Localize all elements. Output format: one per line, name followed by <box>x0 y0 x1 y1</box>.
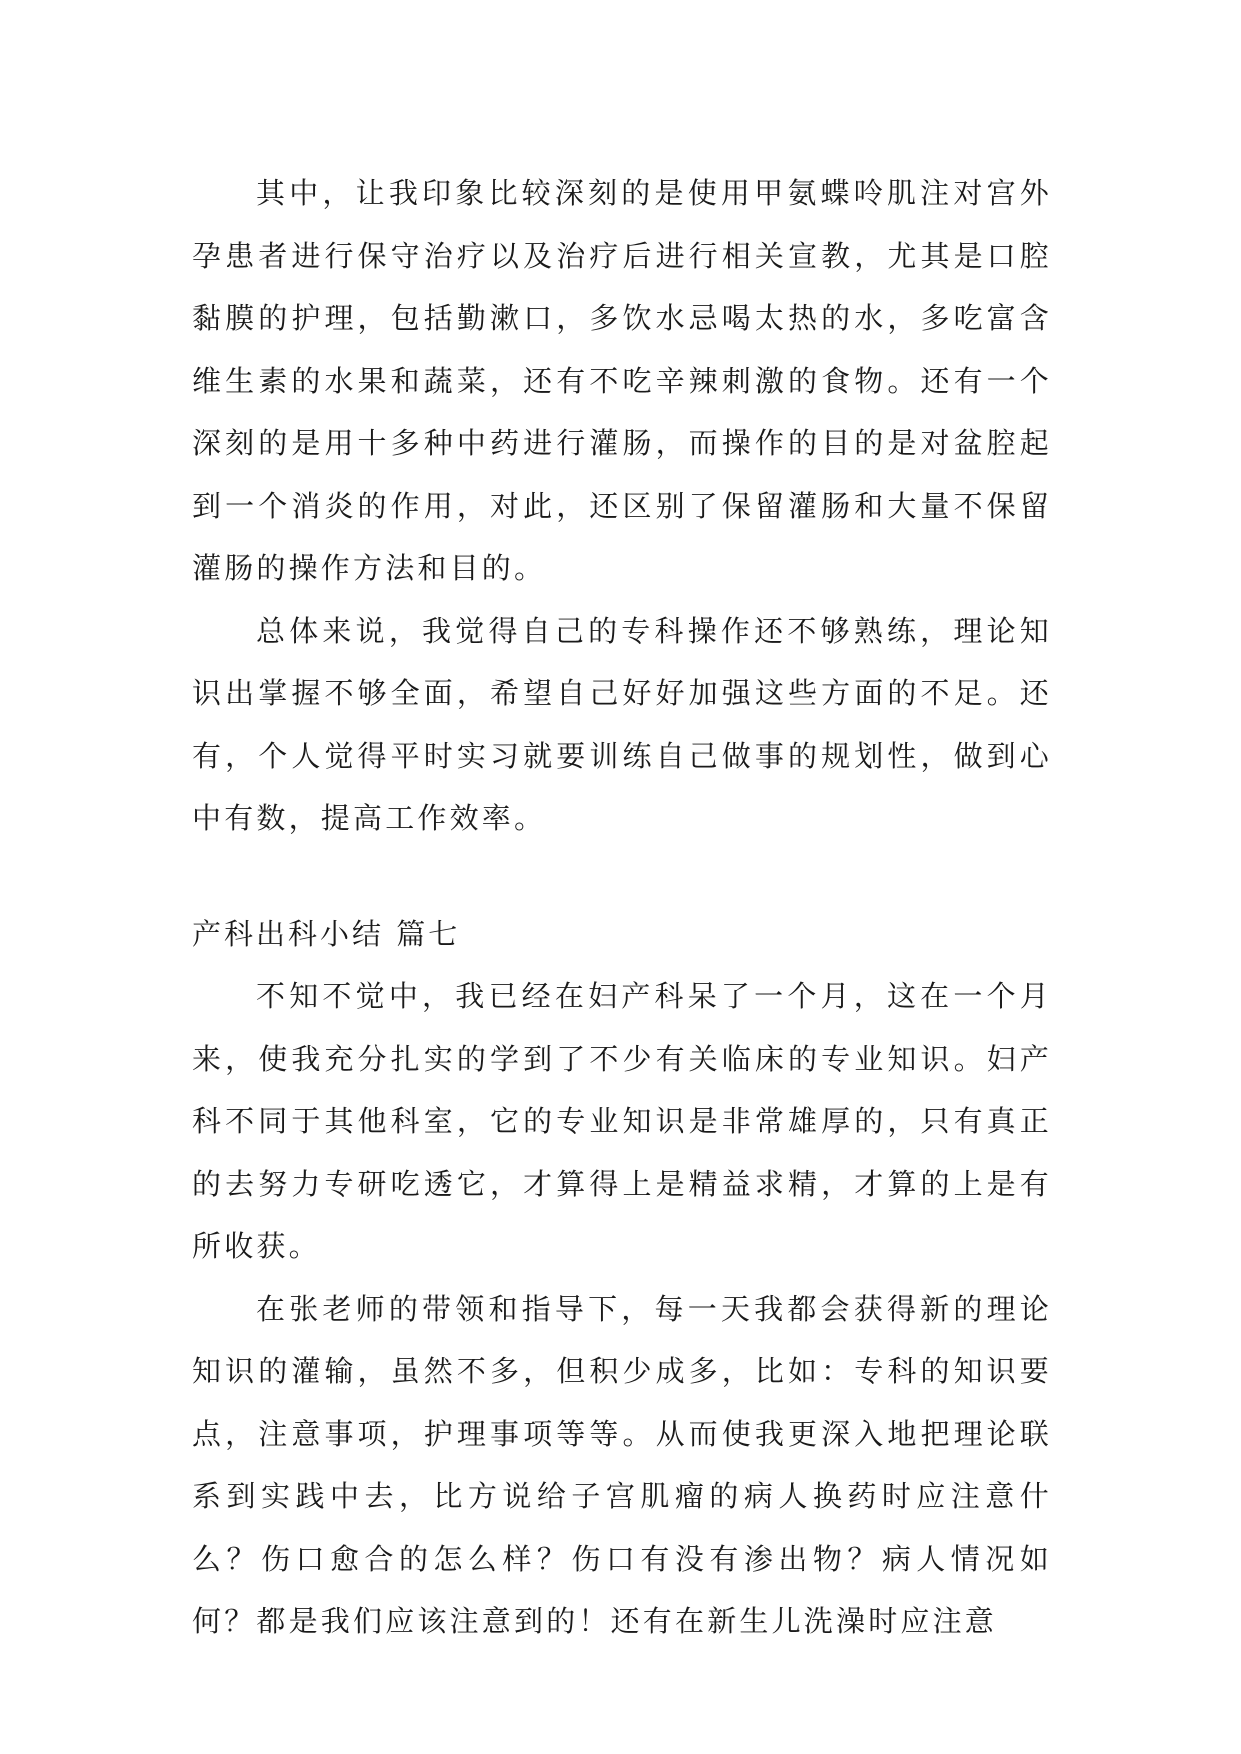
paragraph-summary: 总体来说，我觉得自己的专科操作还不够熟练，理论知识出掌握不够全面，希望自己好好加强这些方面的不足。还有，个人觉得平时实习就要训练自己做事的规划性，做到心中有数，提高工作效率。 <box>192 613 1052 835</box>
section-spacer <box>192 850 1052 903</box>
paragraph-methotrexate: 其中，让我印象比较深刻的是使用甲氨蝶呤肌注对宫外孕患者进行保守治疗以及治疗后进行相关宣教，尤其是口腔黏膜的护理，包括勤漱口，多饮水忌喝太热的水，多吃富含维生素的水果和蔬菜，还有不吃辛辣刺激的食物。还有一个深刻的是用十多种中药进行灌肠，而操作的目的是对盆腔起到一个消炎的作用，对此，还区别了保留灌肠和大量不保留灌肠的操作方法和目的。 <box>192 176 1052 585</box>
paragraph-one-month: 不知不觉中，我已经在妇产科呆了一个月，这在一个月来，使我充分扎实的学到了不少有关临床的专业知识。妇产科不同于其他科室，它的专业知识是非常雄厚的，只有真正的去努力专研吃透它，才算得上是精益求精，才算的上是有所收获。 <box>192 979 1052 1263</box>
section-heading: 产科出科小结 篇七 <box>192 916 461 951</box>
document-page <box>192 162 1052 1653</box>
paragraph-teacher-guidance: 在张老师的带领和指导下，每一天我都会获得新的理论知识的灌输，虽然不多，但积少成多，比如：专科的知识要点，注意事项，护理事项等等。从而使我更深入地把理论联系到实践中去，比方说给子宫肌瘤的病人换药时应注意什么？伤口愈合的怎么样？伤口有没有渗出物？病人情况如何？都是我们应该注意到的！还有在新生儿洗澡时应注意 <box>192 1291 1052 1638</box>
